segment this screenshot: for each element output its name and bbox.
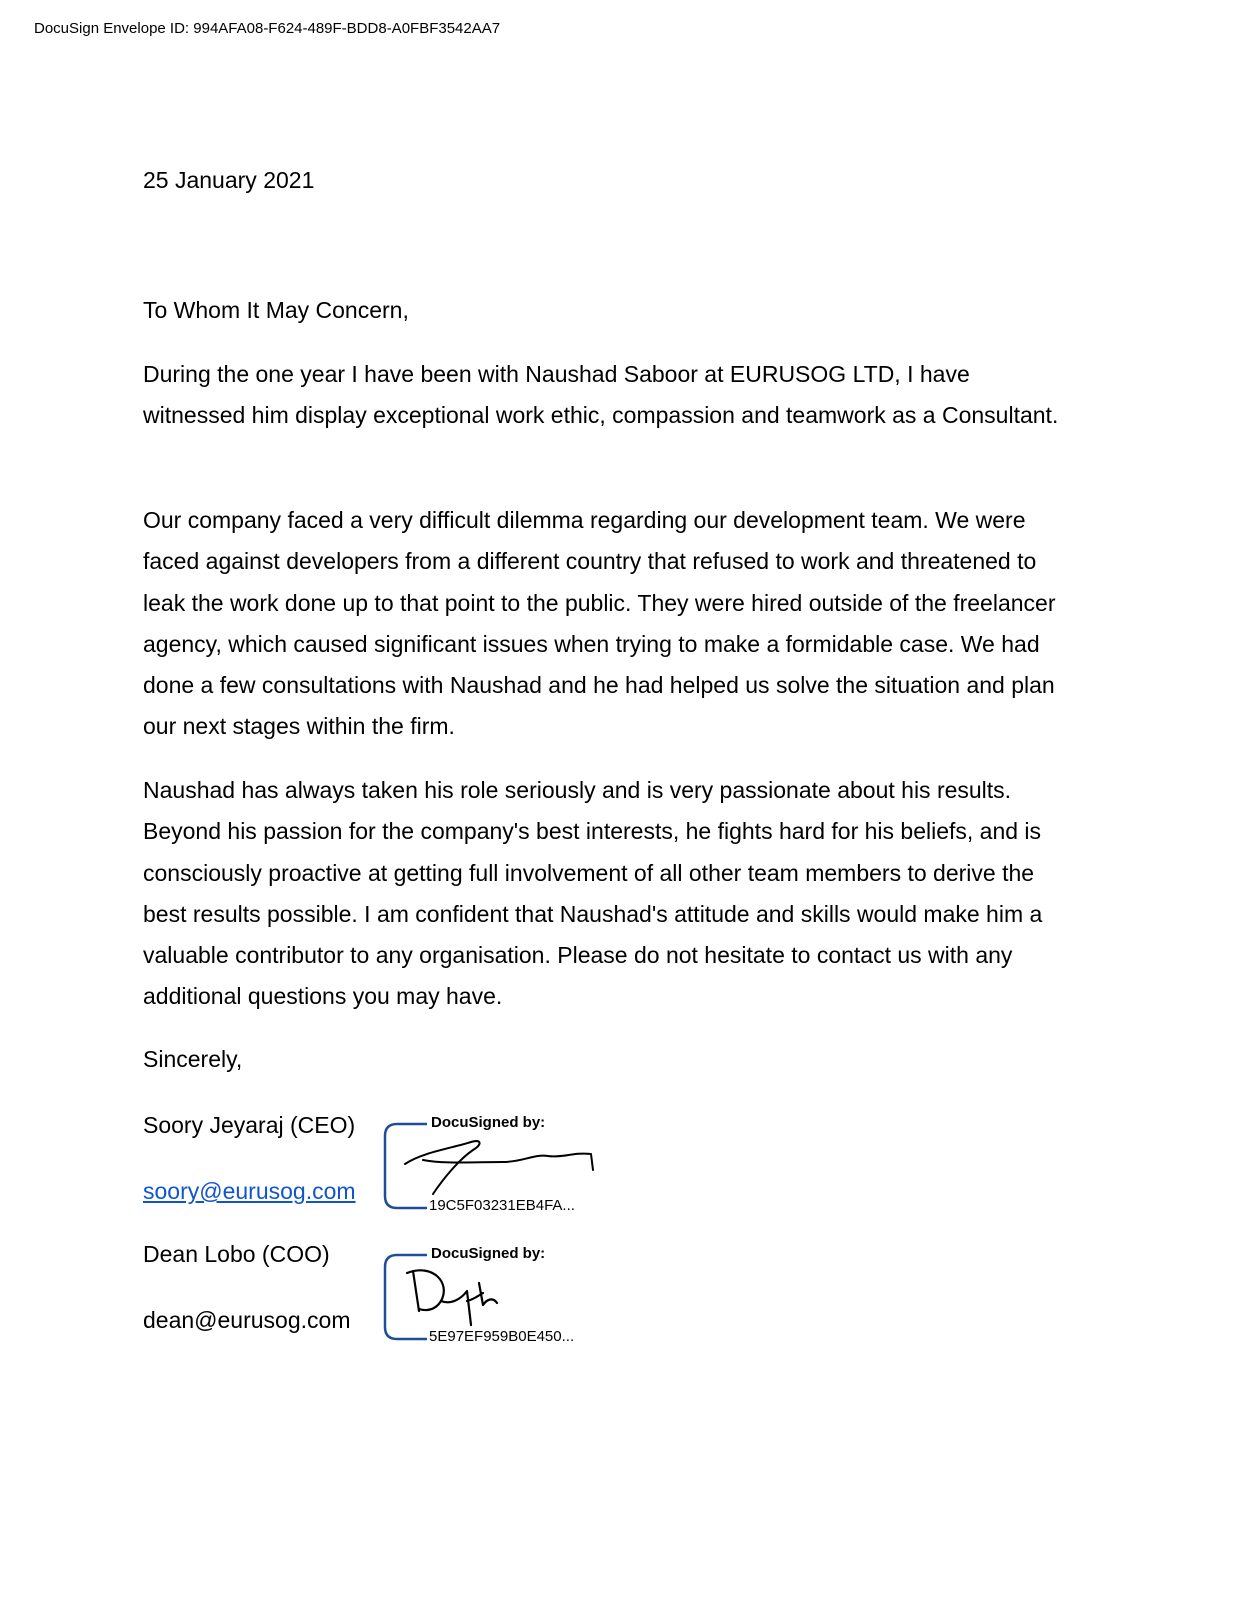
docusign-label: DocuSigned by: — [431, 1245, 546, 1262]
signatory-email-coo: dean@eurusog.com — [143, 1307, 351, 1333]
letter-date: 25 January 2021 — [143, 167, 315, 193]
signatory-name-coo: Dean Lobo (COO) — [143, 1241, 330, 1267]
docusign-label: DocuSigned by: — [431, 1114, 546, 1131]
signatory-name-ceo: Soory Jeyaraj (CEO) — [143, 1112, 356, 1138]
letter-paragraph: Naushad has always taken his role seriously and is very passionate about his results. Beyond his passion for the company's best interests, he fights hard for his beliefs, and is consciously proactive at getting full involvement of all other team members to derive the best results possible. I am confident that Naushad's attitude and skills would make him a valuable contributor to any organisation. Please do not hesitate to contact us with any additional questions you may have. — [143, 777, 1043, 1010]
docusign-signature-block-ceo — [383, 1112, 613, 1212]
docusign-signature-block-coo — [383, 1243, 613, 1343]
docusign-id: 19C5F03231EB4FA... — [429, 1197, 575, 1214]
signatory-email-link-ceo[interactable]: soory@eurusog.com — [143, 1178, 356, 1204]
letter-paragraph: During the one year I have been with Naushad Saboor at EURUSOG LTD, I have witnessed him display exceptional work ethic, compassion and teamwork as a Consultant. — [143, 361, 1059, 429]
docusign-envelope-id: DocuSign Envelope ID: 994AFA08-F624-489F-BDD8-A0FBF3542AA7 — [34, 20, 501, 37]
letter-paragraph: Our company faced a very difficult dilemma regarding our development team. We were faced against developers from a different country that refused to work and threatened to leak the work done up to that point to the public. They were hired outside of the freelancer agency, which caused significant issues when trying to make a formidable case. We had done a few consultations with Naushad and he had helped us solve the situation and plan our next stages within the firm. — [143, 507, 1056, 740]
docusign-id: 5E97EF959B0E450... — [429, 1328, 575, 1345]
letter-salutation: To Whom It May Concern, — [143, 297, 409, 323]
letter-closing: Sincerely, — [143, 1046, 243, 1072]
